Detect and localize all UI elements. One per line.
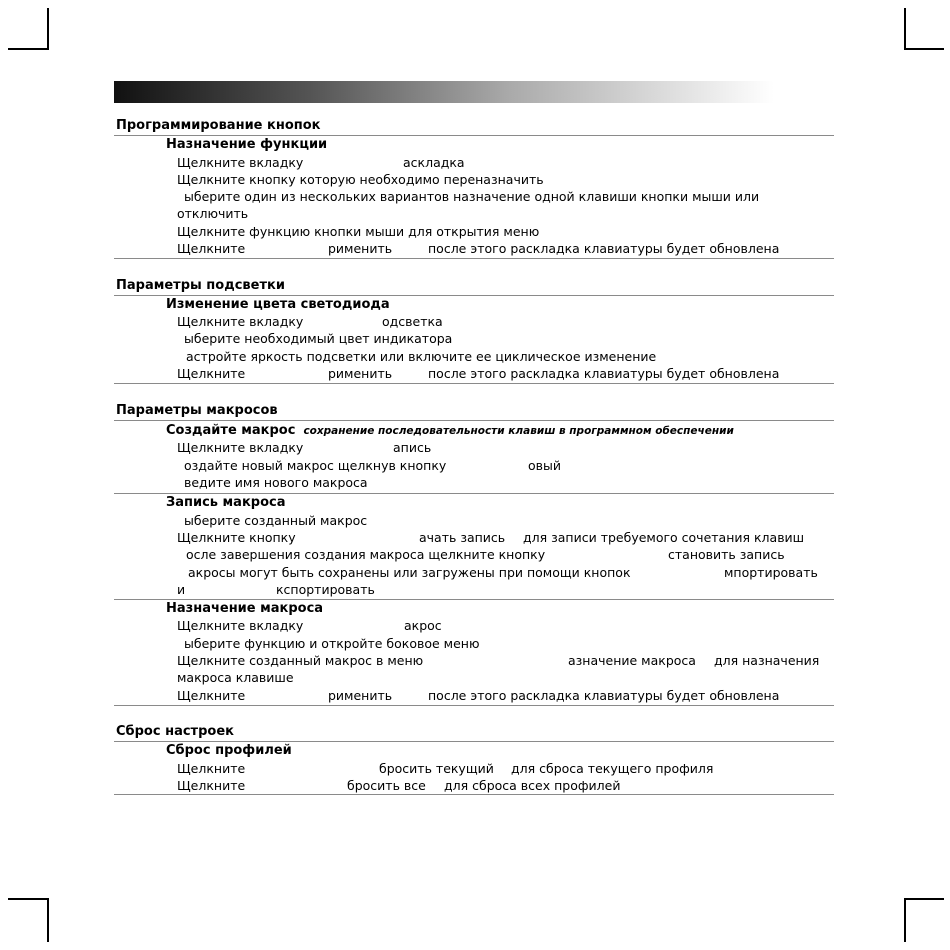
section-title-buttons: Программирование кнопок: [116, 118, 321, 133]
crop-mark-tl-v: [47, 8, 49, 50]
step-line: отключить: [177, 206, 249, 221]
crop-mark-tl-h: [8, 48, 49, 50]
step-line: для назначения: [714, 653, 820, 668]
subsection-title-record-macro: Запись макроса: [166, 495, 286, 510]
section-title-macros: Параметры макросов: [116, 403, 278, 418]
step-line-ui-term: аскладка: [403, 155, 465, 170]
step-line-ui-term: акрос: [404, 618, 442, 633]
section-end-rule: [114, 383, 834, 384]
step-line: Щелкните созданный макрос в меню: [177, 653, 424, 668]
step-line: Щелкните: [177, 761, 246, 776]
subsection-title-led-color: Изменение цвета светодиода: [166, 297, 390, 312]
step-line-ui-term: бросить все: [347, 778, 426, 793]
step-line-ui-term: овый: [528, 458, 562, 473]
subsection-title-assign-function: Назначение функции: [166, 137, 328, 152]
step-line: Щелкните: [177, 241, 246, 256]
step-line-ui-term: рименить: [328, 366, 393, 381]
step-line: Щелкните: [177, 778, 246, 793]
step-line: осле завершения создания макроса щелкните кнопку: [186, 547, 546, 562]
step-line: Щелкните вкладку: [177, 314, 304, 329]
section-end-rule: [114, 794, 834, 795]
crop-mark-bl-h: [8, 898, 49, 900]
step-line: ыберите созданный макрос: [184, 513, 368, 528]
section-title-reset: Сброс настроек: [116, 724, 234, 739]
step-line: Щелкните вкладку: [177, 618, 304, 633]
step-line-ui-term: апись: [393, 440, 432, 455]
step-line: акросы могут быть сохранены или загружены при помощи кнопок: [188, 565, 631, 580]
step-line: после этого раскладка клавиатуры будет обновлена: [428, 241, 780, 256]
section-rule: [114, 741, 834, 742]
subsection-note: сохранение последовательности клавиш в программном обеспечении: [303, 425, 734, 437]
step-line-ui-term: азначение макроса: [568, 653, 696, 668]
step-line: Щелкните кнопку: [177, 530, 296, 545]
step-line-ui-term: рименить: [328, 241, 393, 256]
header-gradient-bar: [114, 81, 774, 103]
step-line-ui-term: ачать запись: [419, 530, 506, 545]
step-line: для сброса всех профилей: [444, 778, 621, 793]
step-line: для сброса текущего профиля: [511, 761, 714, 776]
section-rule: [114, 135, 834, 136]
step-line: Щелкните: [177, 366, 246, 381]
step-line: оздайте новый макрос щелкнув кнопку: [184, 458, 447, 473]
step-line: после этого раскладка клавиатуры будет обновлена: [428, 366, 780, 381]
section-rule: [114, 420, 834, 421]
crop-mark-tr-h: [904, 48, 944, 50]
step-line: ведите имя нового макроса: [184, 475, 368, 490]
section-end-rule: [114, 705, 834, 706]
section-rule: [114, 295, 834, 296]
step-line-ui-term: бросить текущий: [379, 761, 494, 776]
subsection-title-assign-macro: Назначение макроса: [166, 601, 324, 616]
step-line: для записи требуемого сочетания клавиш: [523, 530, 805, 545]
step-line: Щелкните функцию кнопки мыши для открытия меню: [177, 224, 540, 239]
step-line: Щелкните вкладку: [177, 155, 304, 170]
step-line: ыберите один из нескольких вариантов назначение одной клавиши кнопки мыши или: [184, 189, 760, 204]
step-line: Щелкните кнопку которую необходимо переназначить: [177, 172, 544, 187]
section-title-backlight: Параметры подсветки: [116, 278, 285, 293]
crop-mark-br-v: [904, 898, 906, 942]
subsection-rule: [114, 493, 834, 494]
step-line: Щелкните вкладку: [177, 440, 304, 455]
section-end-rule: [114, 258, 834, 259]
step-line-ui-term: рименить: [328, 688, 393, 703]
subsection-title-text: Создайте макрос: [166, 423, 296, 438]
crop-mark-tr-v: [904, 8, 906, 50]
crop-mark-bl-v: [47, 898, 49, 942]
step-line: Щелкните: [177, 688, 246, 703]
step-line-ui-term: становить запись: [668, 547, 785, 562]
step-line: после этого раскладка клавиатуры будет обновлена: [428, 688, 780, 703]
step-line-ui-term: кспортировать: [276, 582, 375, 597]
step-line-ui-term: одсветка: [382, 314, 443, 329]
step-line: ыберите функцию и откройте боковое меню: [184, 636, 480, 651]
subsection-title-reset-profiles: Сброс профилей: [166, 743, 292, 758]
step-line: астройте яркость подсветки или включите ее циклическое изменение: [186, 349, 657, 364]
subsection-title-create-macro: [166, 423, 734, 439]
step-line: макроса клавише: [177, 670, 294, 685]
step-line: и: [177, 582, 186, 597]
step-line-ui-term: мпортировать: [724, 565, 818, 580]
subsection-rule: [114, 599, 834, 600]
crop-mark-br-h: [904, 898, 944, 900]
step-line: ыберите необходимый цвет индикатора: [184, 331, 453, 346]
